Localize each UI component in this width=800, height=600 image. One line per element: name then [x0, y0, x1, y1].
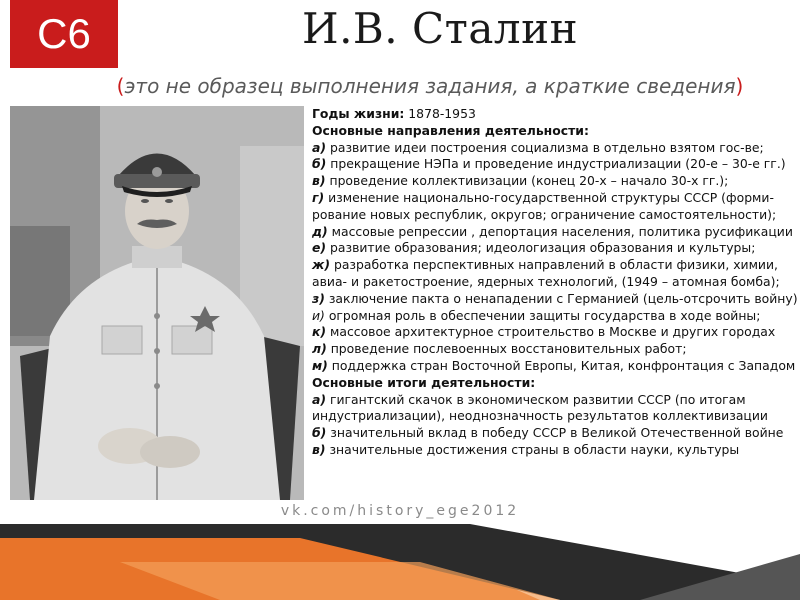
years-line — [312, 106, 792, 123]
slide-subtitle: (это не образец выполнения задания, а краткие сведения) — [116, 74, 744, 98]
subtitle-text: это не образец выполнения задания, а краткие сведения — [124, 74, 736, 98]
direction-item: л) проведение послевоенных восстановительных работ; — [312, 341, 687, 357]
direction-item: и) огромная роль в обеспечении защиты государства в ходе войны; — [312, 307, 761, 323]
slide-number-badge: С6 — [10, 0, 118, 68]
direction-item: ж) разработка перспективных направлений в области физики, химии, — [312, 257, 778, 273]
direction-item-continuation: авиа- и ракетостроение, ядерных технологий, (1949 – атомная бомба); — [312, 273, 780, 289]
years-label: Годы жизни: — [312, 106, 405, 121]
direction-item-continuation: рование новых республик, округов; ограничение самостоятельности); — [312, 206, 777, 222]
portrait-photo — [10, 106, 304, 500]
direction-item: м) поддержка стран Восточной Европы, Китая, конфронтация с Западом — [312, 357, 796, 373]
direction-item: к) массовое архитектурное строительство в Москве и других городах — [312, 324, 776, 340]
direction-item: б) прекращение НЭПа и проведение индустриализации (20-е – 30-е гг.) — [312, 156, 786, 172]
result-item: в) значительные достижения страны в области науки, культуры — [312, 441, 740, 457]
result-item: б) значительный вклад в победу СССР в Великой Отечественной войне — [312, 425, 784, 441]
directions-heading: Основные направления деятельности: — [312, 122, 589, 138]
results-heading: Основные итоги деятельности: — [312, 374, 536, 390]
source-link[interactable]: vk.com/history_ege2012 — [280, 503, 520, 519]
biography-text — [312, 106, 798, 459]
direction-item: в) проведение коллективизации (конец 20-х – начало 30-х гг.); — [312, 173, 729, 189]
slide-title: И.В. Сталин — [301, 4, 579, 53]
years-value: 1878-1953 — [408, 106, 476, 121]
direction-item: г) изменение национально-государственной структуры СССР (форми- — [312, 189, 774, 205]
portrait-illustration — [10, 106, 304, 500]
decorative-stripes — [0, 524, 800, 600]
result-item: а) гигантский скачок в экономическом развитии СССР (по итогам — [312, 391, 746, 407]
result-item-continuation: индустриализации), неоднозначность результатов коллективизации — [312, 408, 768, 424]
direction-item: е) развитие образования; идеологизация образования и культуры; — [312, 240, 756, 256]
direction-item: з) заключение пакта о ненападении с Германией (цель-отсрочить войну) — [312, 290, 798, 306]
direction-item: д) массовые репрессии , депортация населения, политика русификации — [312, 223, 793, 239]
direction-item: а) развитие идеи построения социализма в отдельно взятом гос-ве; — [312, 139, 764, 155]
